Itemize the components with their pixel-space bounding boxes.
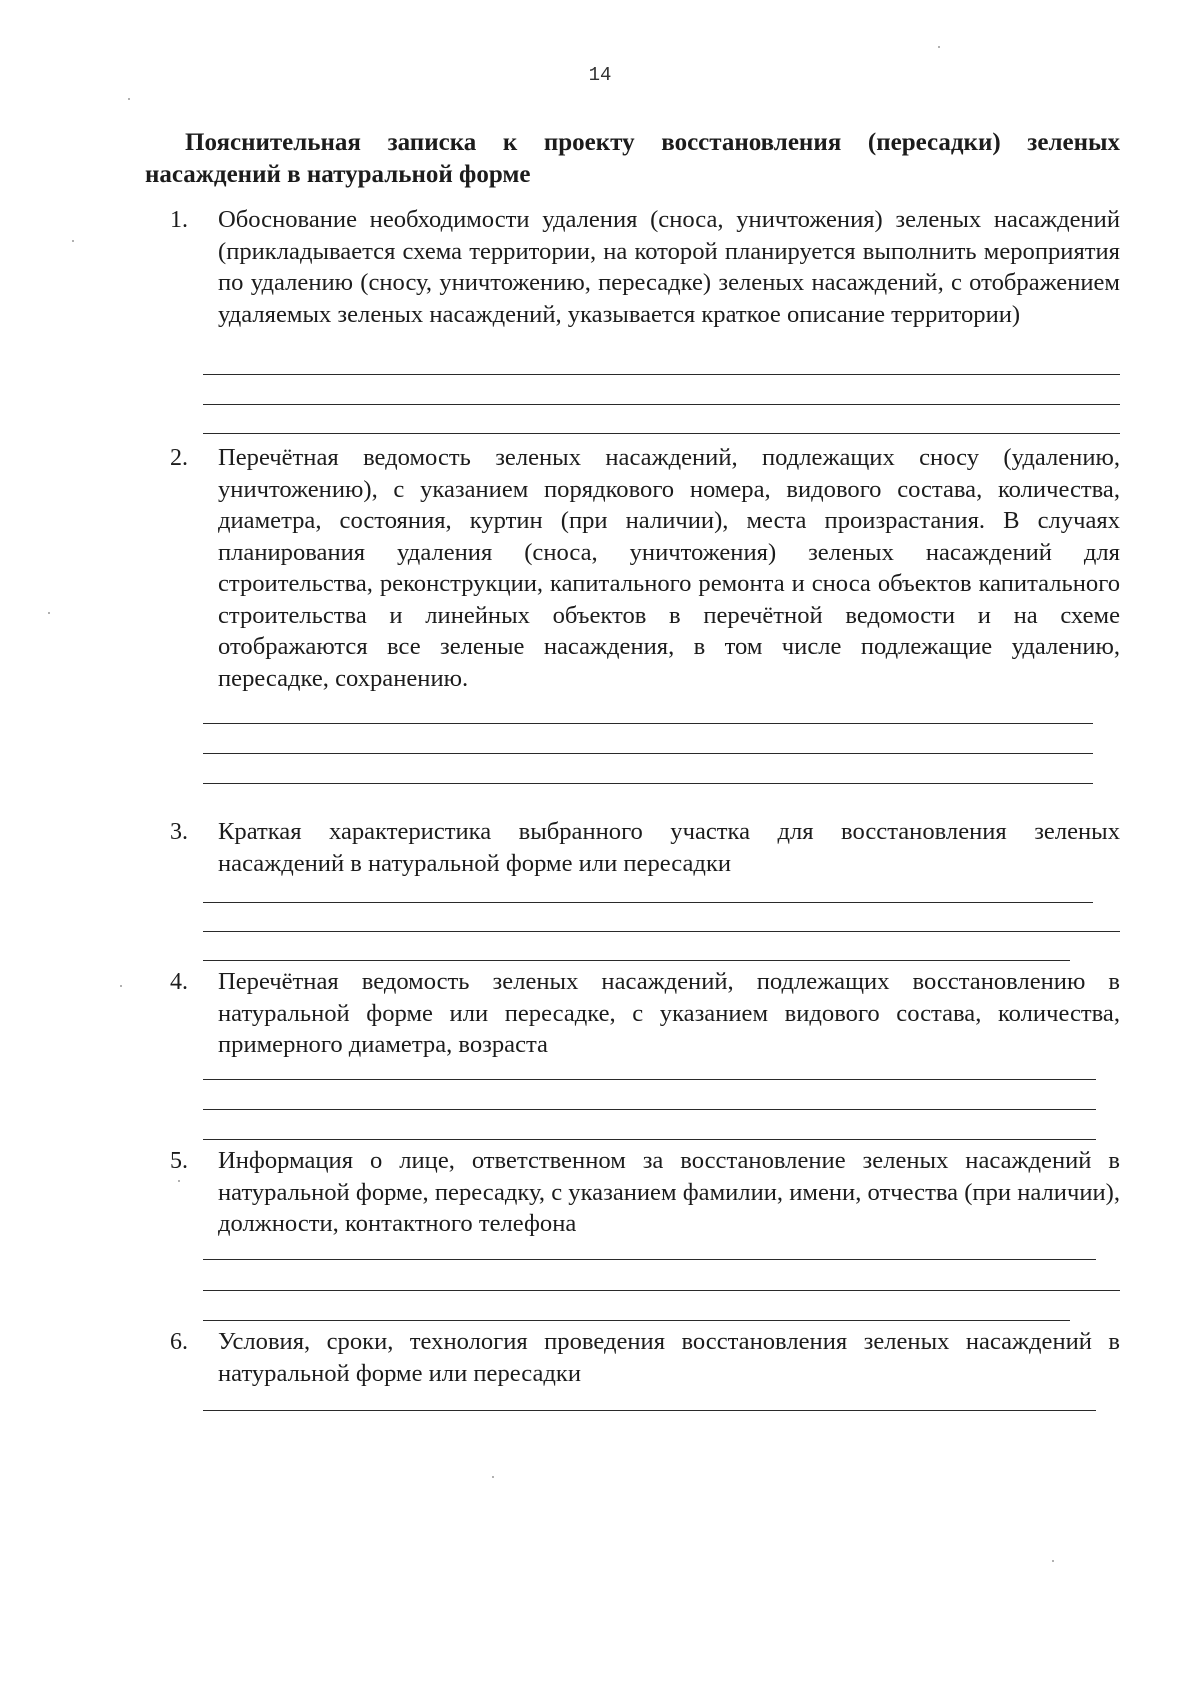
item-text: Перечётная ведомость зеленых насаждений, подлежащих сносу (удалению, уничтожению), с указанием порядкового номера, видового состава, количества, диаметра, состояния, куртин (при наличии), места произрастания. В случаях планирования удаления (сноса, уничтожения) зеленых насаждений для строительства, реконструкции, капитального ремонта и сноса объектов капитального строительства и линейных объектов в перечётной ведомости и на схеме отображаются все зеленые насаждения, в том числе подлежащие удалению, пересадке, сохранению. [218, 444, 1120, 692]
list-item [170, 1145, 1120, 1240]
fill-in-line[interactable] [203, 1109, 1096, 1110]
fill-in-line[interactable] [203, 723, 1093, 724]
list-item [170, 442, 1120, 694]
fill-in-line[interactable] [203, 1259, 1096, 1260]
fill-in-line[interactable] [203, 404, 1120, 405]
scan-speck [492, 1476, 494, 1478]
scan-speck [72, 240, 74, 242]
scan-speck [178, 1180, 180, 1182]
fill-in-line[interactable] [203, 960, 1070, 961]
scan-speck [1052, 1560, 1054, 1562]
fill-in-line[interactable] [203, 1290, 1120, 1291]
fill-in-line[interactable] [203, 931, 1120, 932]
document-title: Пояснительная записка к проекту восстановления (пересадки) зеленых насаждений в натуральной форме [145, 129, 1120, 188]
item-text: Перечётная ведомость зеленых насаждений, подлежащих восстановлению в натуральной форме или пересадке, с указанием видового состава, количества, примерного диаметра, возраста [218, 968, 1120, 1058]
fill-in-line[interactable] [203, 783, 1093, 784]
item-number: 3. [170, 819, 188, 845]
item-number: 1. [170, 207, 188, 233]
scan-speck [48, 612, 50, 614]
scan-speck [120, 985, 122, 987]
fill-in-line[interactable] [203, 374, 1120, 375]
scan-speck [128, 98, 130, 100]
scan-speck [938, 46, 940, 48]
item-number: 2. [170, 445, 188, 471]
fill-in-line[interactable] [203, 433, 1120, 434]
item-number: 4. [170, 969, 188, 995]
item-text: Условия, сроки, технология проведения восстановления зеленых насаждений в натуральной форме или пересадки [218, 1328, 1120, 1387]
item-text: Обоснование необходимости удаления (сноса, уничтожения) зеленых насаждений (прикладывается схема территории, на которой планируется выполнить мероприятия по удалению (сносу, уничтожению, пересадке) зеленых насаждений, с отображением удаляемых зеленых насаждений, указывается краткое описание территории) [218, 206, 1120, 328]
fill-in-line[interactable] [203, 1320, 1070, 1321]
fill-in-line[interactable] [203, 1410, 1096, 1411]
item-text: Краткая характеристика выбранного участка для восстановления зеленых насаждений в натуральной форме или пересадки [218, 818, 1120, 877]
list-item [170, 1326, 1120, 1389]
page-number: 14 [588, 64, 612, 86]
fill-in-line[interactable] [203, 902, 1093, 903]
item-text: Информация о лице, ответственном за восстановление зеленых насаждений в натуральной форме, пересадку, с указанием фамилии, имени, отчества (при наличии), должности, контактного телефона [218, 1147, 1120, 1237]
fill-in-line[interactable] [203, 1079, 1096, 1080]
list-item [170, 204, 1120, 330]
item-number: 6. [170, 1329, 188, 1355]
item-number: 5. [170, 1148, 188, 1174]
list-item [170, 816, 1120, 879]
list-item [170, 966, 1120, 1061]
fill-in-line[interactable] [203, 753, 1093, 754]
fill-in-line[interactable] [203, 1139, 1096, 1140]
